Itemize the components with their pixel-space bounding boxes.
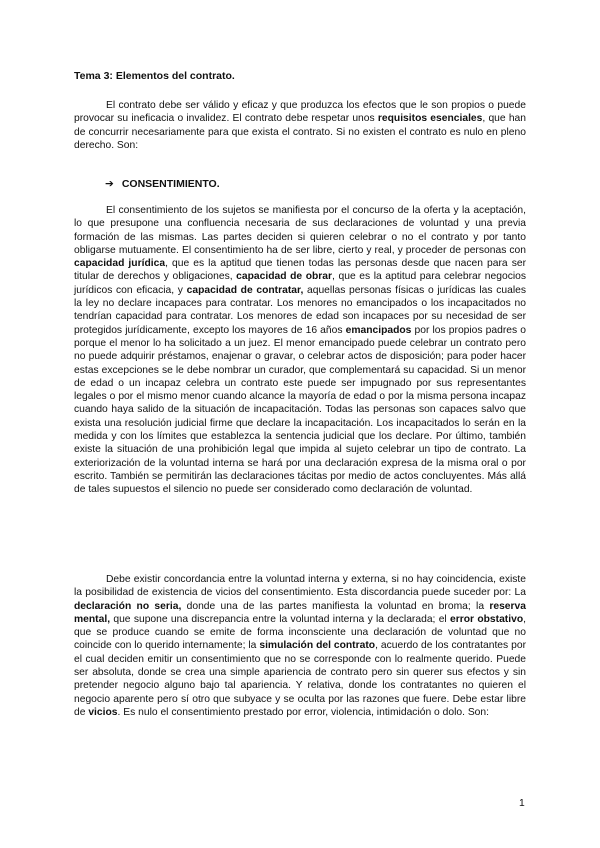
arrow-right-icon: ➔ xyxy=(105,178,114,190)
consent-text-3: , que es la aptitud para celebrar negocios jurídicos con eficacia, y xyxy=(74,271,527,296)
document-title: Tema 3: Elementos del contrato. xyxy=(74,70,235,82)
section-heading xyxy=(105,178,220,191)
consent-bold-capacidad-juridica: capacidad jurídica xyxy=(74,258,166,270)
consent-text-4: aquellas personas físicas o jurídicas las cuales la ley no declare incapaces para contratar. Los menores no emancipados o los incapacitados no tendrían capacidad para contratar. Los menores de edad son incapaces por su necesidad de ser protegidos jurídicamente, excepto los mayores de 16 años xyxy=(74,284,527,336)
intro-text-2: , que han de concurrir necesariamente para que exista el contrato. Si no existen el contrato es nulo en pleno derecho. Son: xyxy=(74,113,527,151)
concord-bold-reserva: reserva mental, xyxy=(74,600,526,625)
intro-bold-requisitos: requisitos esenciales xyxy=(377,113,483,125)
consent-bold-capacidad-obrar: capacidad de obrar xyxy=(236,271,333,283)
intro-paragraph xyxy=(74,99,526,152)
concord-bold-error: error obstativo xyxy=(450,613,524,625)
consent-bold-emancipados: emancipados xyxy=(345,324,412,336)
section-heading-text: CONSENTIMIENTO. xyxy=(121,178,220,190)
concord-text-6: . Es nulo el consentimiento prestado por error, violencia, intimidación o dolo. Son: xyxy=(117,706,489,718)
concord-paragraph xyxy=(74,573,526,719)
consent-paragraph xyxy=(74,204,526,497)
concord-bold-declaracion: declaración no seria, xyxy=(74,600,182,612)
consent-text-1: El consentimiento de los sujetos se manifiesta por el concurso de la oferta y la aceptación, lo que presupone una confluencia necesaria de sus declaraciones de voluntad y una previa formación de las mismas. Las partes deciden si quieren celebrar o no el contrato y por tanto obligarse mutuamente. El consentimiento ha de ser libre, cierto y real, y proceder de personas con xyxy=(74,205,526,256)
consent-bold-capacidad-contratar: capacidad de contratar, xyxy=(186,284,304,296)
intro-text-1: El contrato debe ser válido y eficaz y que produzca los efectos que le son propios o puede provocar su ineficacia o invalidez. El contrato debe respetar unos xyxy=(74,100,526,125)
concord-bold-vicios: vicios xyxy=(88,706,118,718)
concord-text-4: , que se produce cuando se emite de forma inconsciente una declaración de voluntad que no coincide con lo querido internamente; la xyxy=(74,613,526,652)
concord-text-5: , acuerdo de los contratantes por el cual deciden emitir un consentimiento que no se corresponde con lo realmente querido. Puede ser absoluta, donde se crea una simple apariencia de contrato pero sin querer sus efectos y sin pretender negocio alguno bajo tal apariencia. Y relativa, donde los contratantes no quieren el negocio aparente pero sí otro que subyace y se oculta por las razones que fuere. Debe estar libre de xyxy=(74,640,526,718)
consent-text-2: , que es la aptitud que tienen todas las personas desde que nacen para ser titular de derechos y obligaciones, xyxy=(74,258,526,283)
concord-text-3: que supone una discrepancia entre la voluntad interna y la declarada; el xyxy=(110,613,451,625)
concord-text-1: Debe existir concordancia entre la voluntad interna y externa, si no hay coincidencia, existe la posibilidad de existencia de vicios del consentimiento. Esta discordancia puede suceder por: La xyxy=(74,574,526,599)
page-number: 1 xyxy=(519,798,525,809)
concord-text-2: donde una de las partes manifiesta la voluntad en broma; la xyxy=(181,600,490,612)
consent-text-5: por los propios padres o porque el menor lo ha solicitado a un juez. El menor emancipado puede celebrar un contrato pero no puede adquirir préstamos, enajenar o gravar, o celebrar actos de disposición; para poder hacer estas excepciones se le debe nombrar un curador, que complementará su capacidad. Si un menor de edad o un incapaz celebra un contrato este puede ser impugnado por sus representantes legales o por el mismo menor cuando alcance la mayoría de edad o por la misma persona incapaz cuando haya salido de la situación de incapacitación. Todas las personas son capaces salvo que exista una resolución judicial firme que declare la incapacitación. Los incapacitados lo serán en la medida y con los límites que establezca la sentencia judicial que los declare. Por último, también existe la situación de una prohibición legal que impida al sujeto celebrar un tipo de contrato. La exteriorización de la voluntad interna se hará por una declaración expresa de la misma oral o por escrito. También se permitirán las declaraciones tácitas por medio de actos concluyentes. Más allá de tales supuestos el silencio no puede ser considerado como declaración de voluntad. xyxy=(74,324,526,496)
concord-bold-simulacion: simulación del contrato xyxy=(259,640,376,652)
